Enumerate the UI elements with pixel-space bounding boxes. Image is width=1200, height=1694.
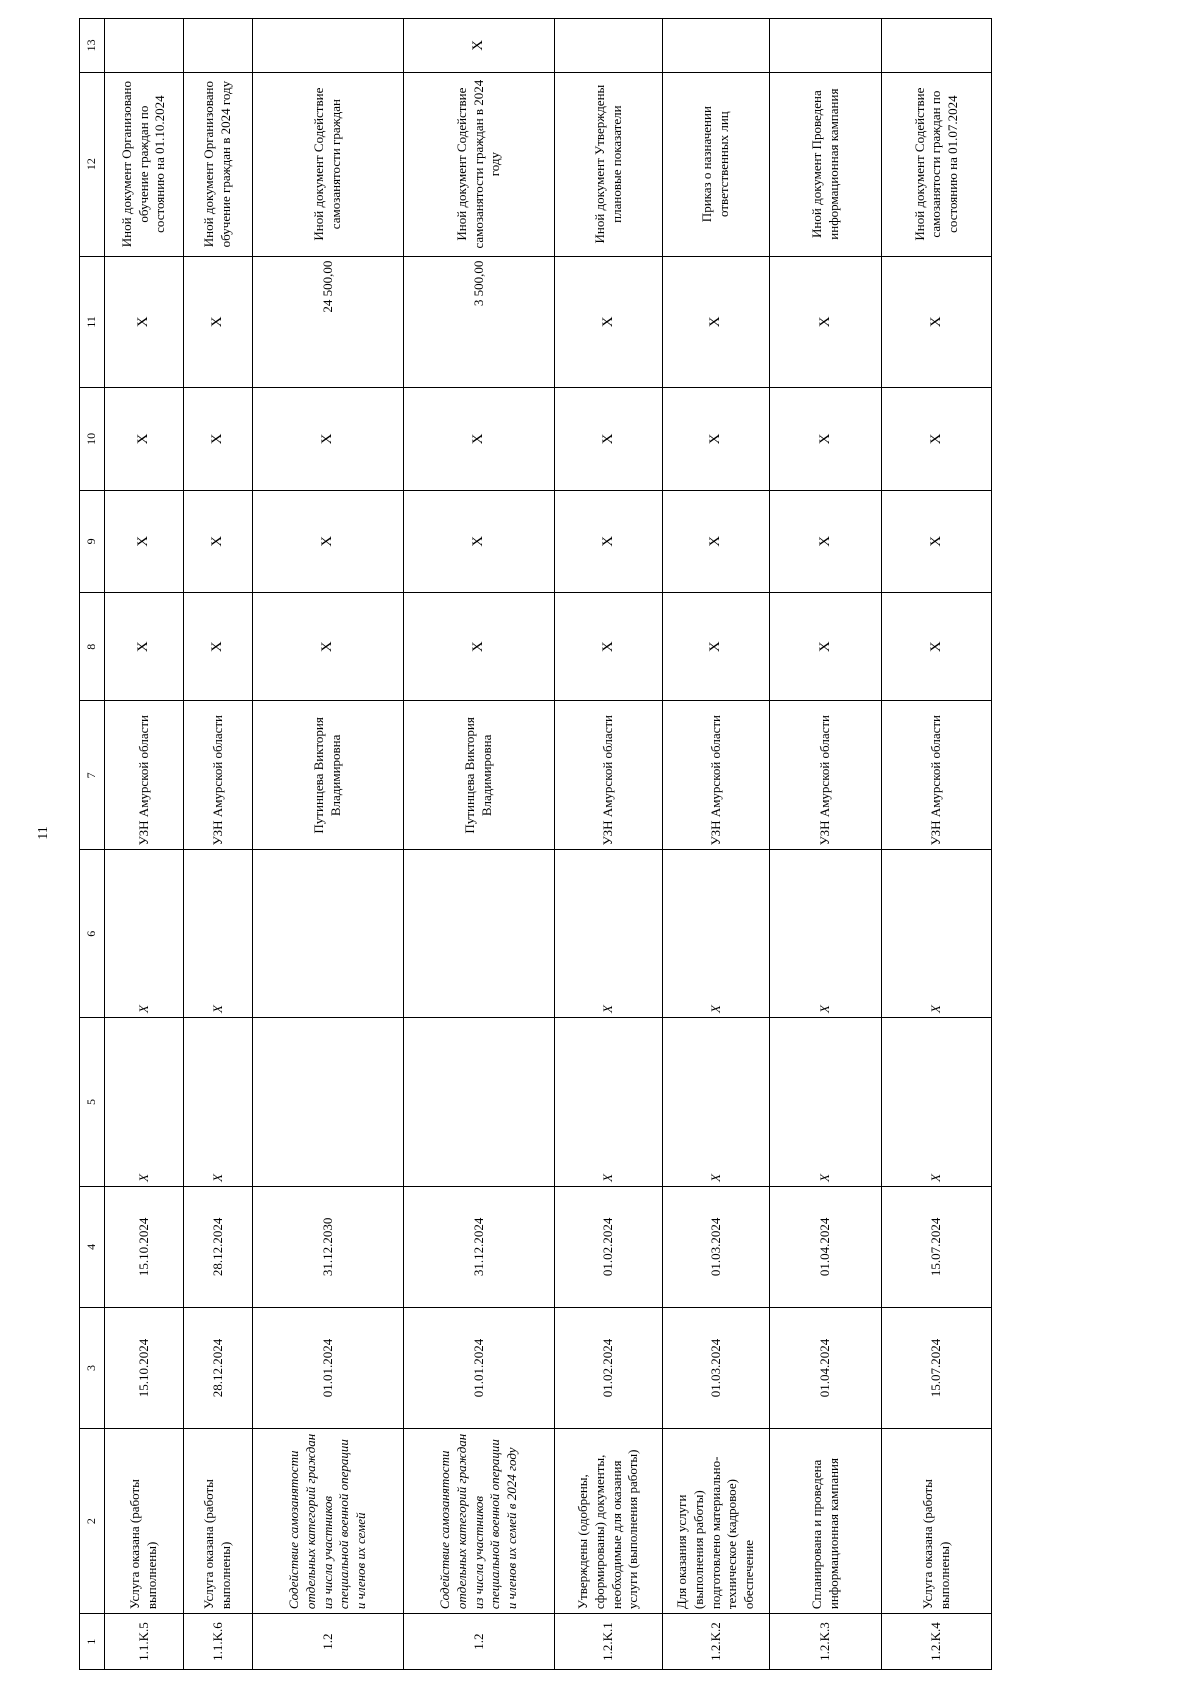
cell-10: X (770, 388, 882, 490)
cell-10: X (404, 388, 555, 490)
cell-6: X (555, 850, 663, 1018)
result-document: Иной документ Организовано обучение граждан по состоянию на 01.10.2024 (105, 72, 184, 256)
cell-10: X (253, 388, 404, 490)
table-row (253, 19, 404, 1670)
cell-5: X (882, 1018, 992, 1187)
cell-13 (555, 19, 663, 73)
header-cell: 5 (80, 1018, 105, 1187)
responsible: УЗН Амурской области (184, 701, 253, 850)
cell-5 (404, 1018, 555, 1187)
result-document: Иной документ Содействие самозанятости граждан по состоянию на 01.07.2024 (882, 72, 992, 256)
cell-9: X (555, 490, 663, 592)
start-date: 15.07.2024 (882, 1307, 992, 1428)
page-number: 11 (36, 826, 51, 840)
result-document: Иной документ Содействие самозанятости граждан (253, 72, 404, 256)
cell-11: 3 500,00 (404, 256, 555, 388)
end-date: 01.02.2024 (555, 1186, 663, 1307)
start-date: 01.02.2024 (555, 1307, 663, 1428)
header-cell: 2 (80, 1429, 105, 1614)
start-date: 28.12.2024 (184, 1307, 253, 1428)
event-name: Для оказания услуги (выполнения работы) подготовлено материально-техническое (кадровое) обеспечение (663, 1429, 770, 1614)
event-name: Услуга оказана (работы выполнены) (105, 1429, 184, 1614)
row-number: 1.1.K.5 (105, 1614, 184, 1670)
table-row (663, 19, 770, 1670)
header-cell: 4 (80, 1186, 105, 1307)
cell-9: X (404, 490, 555, 592)
cell-6: X (105, 850, 184, 1018)
cell-8: X (663, 593, 770, 701)
row-number: 1.2 (404, 1614, 555, 1670)
result-document: Иной документ Организовано обучение граждан в 2024 году (184, 72, 253, 256)
cell-8: X (555, 593, 663, 701)
start-date: 01.01.2024 (404, 1307, 555, 1428)
row-number: 1.2.K.2 (663, 1614, 770, 1670)
cell-10: X (105, 388, 184, 490)
cell-9: X (184, 490, 253, 592)
cell-5: X (555, 1018, 663, 1187)
start-date: 01.04.2024 (770, 1307, 882, 1428)
cell-11: X (882, 256, 992, 388)
cell-6 (404, 850, 555, 1018)
cell-5: X (770, 1018, 882, 1187)
cell-6: X (882, 850, 992, 1018)
result-document: Иной документ Утверждены плановые показатели (555, 72, 663, 256)
responsible: УЗН Амурской области (882, 701, 992, 850)
start-date: 01.01.2024 (253, 1307, 404, 1428)
table-row (184, 19, 253, 1670)
cell-13 (882, 19, 992, 73)
table-row (404, 19, 555, 1670)
responsible: Путинцева Виктория Владимировна (253, 701, 404, 850)
header-cell: 6 (80, 850, 105, 1018)
plan-table (79, 18, 992, 1670)
cell-9: X (663, 490, 770, 592)
cell-8: X (882, 593, 992, 701)
cell-6 (253, 850, 404, 1018)
end-date: 31.12.2024 (404, 1186, 555, 1307)
cell-11: X (770, 256, 882, 388)
table-row (770, 19, 882, 1670)
responsible: УЗН Амурской области (663, 701, 770, 850)
header-cell: 12 (80, 72, 105, 256)
cell-13: X (404, 19, 555, 73)
cell-5: X (184, 1018, 253, 1187)
cell-13 (105, 19, 184, 73)
end-date: 01.04.2024 (770, 1186, 882, 1307)
cell-10: X (555, 388, 663, 490)
event-name: Содействие самозанятости отдельных категорий граждан из числа участников специальной военной операции и членов их семей в 2024 году (404, 1429, 555, 1614)
table-row (105, 19, 184, 1670)
row-number: 1.2.K.1 (555, 1614, 663, 1670)
cell-6: X (663, 850, 770, 1018)
cell-11: 24 500,00 (253, 256, 404, 388)
cell-8: X (105, 593, 184, 701)
cell-6: X (770, 850, 882, 1018)
cell-11: X (105, 256, 184, 388)
cell-8: X (253, 593, 404, 701)
responsible: УЗН Амурской области (105, 701, 184, 850)
table-row (882, 19, 992, 1670)
table-row (555, 19, 663, 1670)
row-number: 1.2 (253, 1614, 404, 1670)
end-date: 15.07.2024 (882, 1186, 992, 1307)
cell-10: X (882, 388, 992, 490)
event-name: Утверждены (одобрены, сформированы) документы, необходимые для оказания услуги (выполнения работы) (555, 1429, 663, 1614)
event-name: Содействие самозанятости отдельных категорий граждан из числа участников специальной военной операции и членов их семей (253, 1429, 404, 1614)
start-date: 01.03.2024 (663, 1307, 770, 1428)
cell-11: X (663, 256, 770, 388)
cell-9: X (253, 490, 404, 592)
cell-8: X (404, 593, 555, 701)
header-cell: 11 (80, 256, 105, 388)
responsible: УЗН Амурской области (555, 701, 663, 850)
cell-11: X (555, 256, 663, 388)
responsible: УЗН Амурской области (770, 701, 882, 850)
cell-13 (253, 19, 404, 73)
cell-6: X (184, 850, 253, 1018)
cell-11: X (184, 256, 253, 388)
event-name: Услуга оказана (работы выполнены) (184, 1429, 253, 1614)
responsible: Путинцева Виктория Владимировна (404, 701, 555, 850)
result-document: Иной документ Проведена информационная кампания (770, 72, 882, 256)
cell-10: X (184, 388, 253, 490)
result-document: Приказ о назначении ответственных лиц (663, 72, 770, 256)
cell-5: X (105, 1018, 184, 1187)
cell-5: X (663, 1018, 770, 1187)
start-date: 15.10.2024 (105, 1307, 184, 1428)
cell-9: X (882, 490, 992, 592)
result-document: Иной документ Содействие самозанятости граждан в 2024 году (404, 72, 555, 256)
header-cell: 13 (80, 19, 105, 73)
cell-8: X (770, 593, 882, 701)
event-name: Спланирована и проведена информационная кампания (770, 1429, 882, 1614)
cell-9: X (105, 490, 184, 592)
cell-13 (663, 19, 770, 73)
event-name: Услуга оказана (работы выполнены) (882, 1429, 992, 1614)
end-date: 01.03.2024 (663, 1186, 770, 1307)
row-number: 1.2.K.3 (770, 1614, 882, 1670)
cell-13 (184, 19, 253, 73)
header-cell: 7 (80, 701, 105, 850)
row-number: 1.2.K.4 (882, 1614, 992, 1670)
header-cell: 10 (80, 388, 105, 490)
header-cell: 9 (80, 490, 105, 592)
cell-10: X (663, 388, 770, 490)
column-number-header-row (80, 19, 105, 1670)
header-cell: 3 (80, 1307, 105, 1428)
end-date: 31.12.2030 (253, 1186, 404, 1307)
cell-9: X (770, 490, 882, 592)
cell-8: X (184, 593, 253, 701)
end-date: 28.12.2024 (184, 1186, 253, 1307)
header-cell: 8 (80, 593, 105, 701)
end-date: 15.10.2024 (105, 1186, 184, 1307)
header-cell: 1 (80, 1614, 105, 1670)
row-number: 1.1.K.6 (184, 1614, 253, 1670)
cell-5 (253, 1018, 404, 1187)
rotated-page (60, 0, 1200, 1694)
cell-13 (770, 19, 882, 73)
